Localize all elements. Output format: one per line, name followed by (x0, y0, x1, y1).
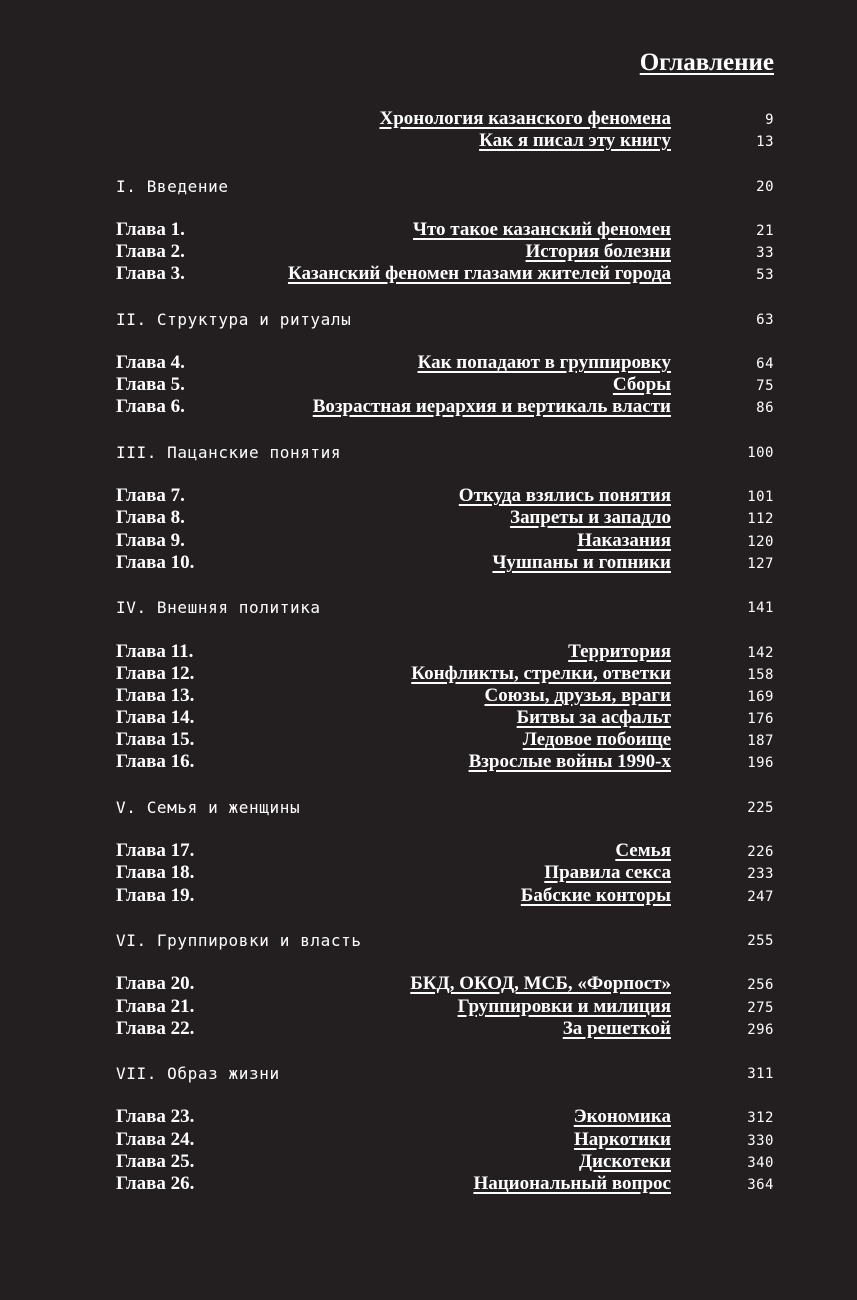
part-heading[interactable] (116, 1062, 774, 1084)
part-heading[interactable] (116, 596, 774, 618)
page-title: Оглавление (639, 49, 774, 76)
chapter-label: Глава 4. (116, 352, 185, 374)
chapter-label: Глава 22. (116, 1017, 195, 1039)
chapter-title-link[interactable]: Сборы (612, 374, 671, 396)
chapter-title-link[interactable]: Союзы, друзья, враги (484, 684, 671, 706)
spacer (116, 907, 774, 929)
chapter-label: Глава 13. (116, 684, 195, 706)
table-of-contents (116, 108, 774, 1195)
chapter-title-link[interactable]: Наказания (577, 529, 671, 551)
chapter-entry[interactable] (116, 507, 774, 529)
chapter-entry[interactable] (116, 885, 774, 907)
chapter-entry[interactable] (116, 485, 774, 507)
part-heading[interactable] (116, 308, 774, 330)
page-number: 75 (756, 378, 774, 395)
chapter-label: Глава 1. (116, 218, 185, 240)
chapter-entry[interactable] (116, 840, 774, 862)
page-number: 64 (756, 356, 774, 373)
page-number: 247 (747, 888, 774, 905)
chapter-label: Глава 26. (116, 1173, 195, 1194)
chapter-entry[interactable] (116, 1151, 774, 1173)
page-number: 101 (747, 489, 774, 506)
chapter-label: Глава 7. (116, 485, 185, 507)
part-title[interactable]: V. Семья и женщины (116, 797, 301, 817)
page-number: 256 (747, 977, 774, 994)
page-number: 169 (747, 688, 774, 705)
chapter-label: Глава 6. (116, 396, 185, 418)
page-number: 33 (756, 245, 774, 262)
chapter-title-link[interactable]: Ледовое побоище (522, 729, 671, 751)
spacer (116, 197, 774, 219)
chapter-entry[interactable] (116, 241, 774, 263)
chapter-label: Глава 2. (116, 241, 185, 263)
spacer (116, 330, 774, 352)
page-number: 225 (747, 799, 774, 816)
chapter-title-link[interactable]: Территория (568, 640, 671, 662)
chapter-title-link[interactable]: Наркотики (574, 1128, 671, 1150)
chapter-entry[interactable] (116, 1129, 774, 1151)
chapter-label: Глава 16. (116, 751, 195, 773)
chapter-label: Глава 9. (116, 529, 185, 551)
chapter-entry[interactable] (116, 751, 774, 773)
chapter-entry[interactable] (116, 396, 774, 418)
spacer (116, 951, 774, 973)
chapter-title-link[interactable]: Конфликты, стрелки, ответки (411, 662, 671, 684)
chapter-entry[interactable] (116, 685, 774, 707)
chapter-label: Глава 14. (116, 707, 195, 729)
page-number: 20 (756, 178, 774, 195)
chapter-label: Глава 11. (116, 640, 194, 662)
page-number: 176 (747, 711, 774, 728)
chapter-label: Глава 23. (116, 1106, 195, 1128)
chapter-title-link[interactable]: БКД, ОКОД, МСБ, «Форпост» (410, 973, 671, 995)
spacer (116, 618, 774, 640)
page-number: 275 (747, 999, 774, 1016)
chapter-label: Глава 18. (116, 862, 195, 884)
chapter-label: Глава 12. (116, 662, 195, 684)
page-number: 13 (756, 134, 774, 151)
chapter-title-link[interactable]: Семья (615, 840, 671, 862)
part-title[interactable]: VI. Группировки и власть (116, 930, 362, 950)
chapter-label: Глава 24. (116, 1128, 195, 1150)
chapter-title-link[interactable]: Правила секса (544, 862, 671, 884)
chapter-title-link[interactable]: Возрастная иерархия и вертикаль власти (312, 396, 671, 418)
page-number: 120 (747, 533, 774, 550)
page-number: 226 (747, 844, 774, 861)
chapter-entry[interactable] (116, 530, 774, 552)
chapter-title-link[interactable]: Как попадают в группировку (417, 352, 671, 374)
chapter-label: Глава 10. (116, 551, 195, 573)
page-number: 9 (765, 112, 774, 128)
page-number: 255 (747, 932, 774, 949)
chapter-title-link[interactable]: Чушпаны и гопники (492, 551, 671, 573)
page-number: 233 (747, 866, 774, 883)
chapter-entry[interactable] (116, 1173, 774, 1195)
chapter-title-link[interactable]: Взрослые войны 1990-х (468, 751, 671, 773)
page-number: 63 (756, 311, 774, 328)
chapter-title-link[interactable]: Экономика (573, 1106, 671, 1128)
part-title[interactable]: II. Структура и ритуалы (116, 309, 352, 329)
spacer (116, 1084, 774, 1106)
chapter-label: Глава 25. (116, 1150, 195, 1172)
chapter-title-link[interactable]: Дискотеки (578, 1150, 671, 1172)
chapter-entry[interactable] (116, 1106, 774, 1128)
spacer (116, 818, 774, 840)
part-title[interactable]: III. Пацанские понятия (116, 442, 342, 462)
chapter-title-link[interactable]: Битвы за асфальт (516, 707, 671, 729)
chapter-label: Глава 15. (116, 729, 195, 751)
chapter-label: Глава 19. (116, 884, 195, 906)
chapter-entry[interactable] (116, 996, 774, 1018)
spacer (116, 1040, 774, 1062)
page-number: 100 (747, 444, 774, 461)
chapter-entry[interactable] (116, 374, 774, 396)
chapter-label: Глава 3. (116, 263, 185, 285)
spacer (116, 152, 774, 174)
page-number: 21 (756, 222, 774, 239)
chapter-entry[interactable] (116, 1018, 774, 1040)
chapter-entry[interactable] (116, 352, 774, 374)
intro-entry[interactable] (116, 130, 774, 152)
page-number: 312 (747, 1110, 774, 1127)
chapter-label: Глава 17. (116, 840, 195, 862)
chapter-entry[interactable] (116, 263, 774, 285)
chapter-entry[interactable] (116, 973, 774, 995)
part-title[interactable]: VII. Образ жизни (116, 1064, 280, 1084)
chapter-label: Глава 8. (116, 507, 185, 529)
chapter-entry[interactable] (116, 663, 774, 685)
chapter-title-link[interactable]: Бабские конторы (520, 884, 671, 906)
spacer (116, 463, 774, 485)
spacer (116, 286, 774, 308)
chapter-entry[interactable] (116, 862, 774, 884)
part-heading[interactable] (116, 929, 774, 951)
entry-title-link[interactable]: Как я писал эту книгу (479, 130, 671, 152)
part-heading[interactable] (116, 796, 774, 818)
page-number: 158 (747, 666, 774, 683)
chapter-title-link[interactable]: История болезни (525, 241, 671, 263)
chapter-title-link[interactable]: Казанский феномен глазами жителей города (287, 263, 671, 285)
chapter-title-link[interactable]: Откуда взялись понятия (458, 485, 671, 507)
chapter-label: Глава 21. (116, 995, 195, 1017)
part-heading[interactable] (116, 175, 774, 197)
part-title[interactable]: IV. Внешняя политика (116, 598, 321, 618)
page-number: 53 (756, 267, 774, 284)
spacer (116, 574, 774, 596)
chapter-title-link[interactable]: Что такое казанский феномен (413, 218, 671, 240)
chapter-title-link[interactable]: Запреты и западло (510, 507, 671, 529)
page-number: 311 (747, 1066, 774, 1083)
page-number: 127 (747, 555, 774, 572)
spacer (116, 419, 774, 441)
intro-entry[interactable] (116, 108, 774, 130)
spacer (116, 774, 774, 796)
page-number: 296 (747, 1021, 774, 1038)
page-number: 187 (747, 733, 774, 750)
part-heading[interactable] (116, 441, 774, 463)
chapter-entry[interactable] (116, 219, 774, 241)
entry-title-link[interactable]: Хронология казанского феномена (379, 108, 671, 129)
page-number: 364 (747, 1177, 774, 1193)
page-number: 196 (747, 755, 774, 772)
chapter-label: Глава 20. (116, 973, 195, 995)
page-number: 141 (747, 600, 774, 617)
chapter-entry[interactable] (116, 729, 774, 751)
chapter-title-link[interactable]: За решеткой (562, 1017, 671, 1039)
chapter-entry[interactable] (116, 641, 774, 663)
page-number: 86 (756, 400, 774, 417)
page-number: 340 (747, 1154, 774, 1171)
chapter-entry[interactable] (116, 552, 774, 574)
page-number: 112 (747, 511, 774, 528)
page-number: 330 (747, 1132, 774, 1149)
chapter-label: Глава 5. (116, 374, 185, 396)
page-number: 142 (747, 644, 774, 661)
chapter-title-link[interactable]: Национальный вопрос (473, 1173, 671, 1194)
chapter-entry[interactable] (116, 707, 774, 729)
part-title[interactable]: I. Введение (116, 176, 229, 196)
chapter-title-link[interactable]: Группировки и милиция (457, 995, 671, 1017)
